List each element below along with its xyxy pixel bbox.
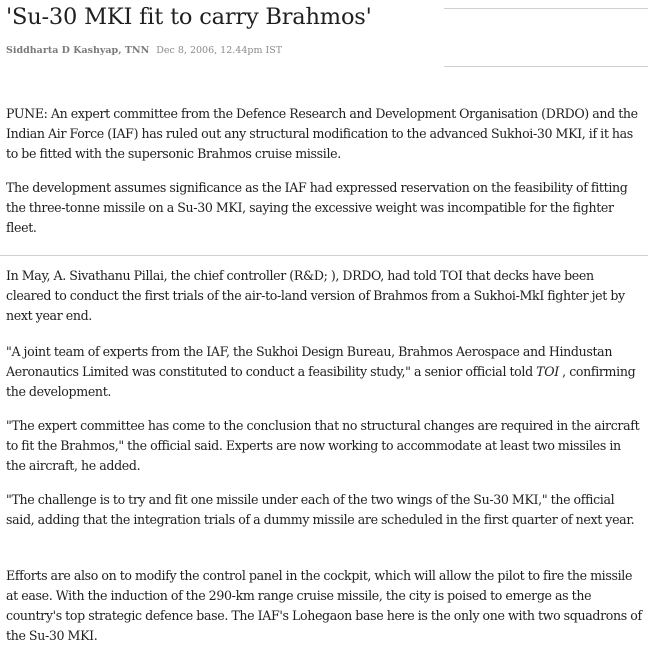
article-paragraph-2: The development assumes significance as the IAF had expressed reservation on the feasibility of fitting the three-tonne missile on a Su-30 MKI, saying the excessive weight was incompatible for the fighter fleet. xyxy=(6,180,628,235)
article-paragraph-6: "The challenge is to try and fit one missile under each of the two wings of the Su-30 MKI," the official said, adding that the integration trials of a dummy missile are scheduled in the first quarter of next year. xyxy=(6,492,635,527)
article-title: 'Su-30 MKI fit to carry Brahmos' xyxy=(6,4,372,30)
article-paragraph-5: "The expert committee has come to the conclusion that no structural changes are required in the aircraft to fit the Brahmos," the official said. Experts are now working to accommodate at least two missiles in the aircraft, he added. xyxy=(6,418,640,473)
section-divider xyxy=(0,255,648,256)
quote-text-after: , confirming the development. xyxy=(6,364,636,399)
byline xyxy=(6,45,282,56)
byline-divider xyxy=(444,66,648,67)
quote-text-before: "A joint team of experts from the IAF, the Sukhoi Design Bureau, Brahmos Aerospace and Hindustan Aeronautics Limited was constituted to conduct a feasibility study," a senior official told xyxy=(6,344,613,379)
quote-source-italic: TOI xyxy=(536,364,559,379)
article-paragraph-3: In May, A. Sivathanu Pillai, the chief controller (R&D; ), DRDO, had told TOI that decks have been cleared to conduct the first trials of the air-to-land version of Brahmos from a Sukhoi-MkI fighter jet by next year end. xyxy=(6,268,625,323)
article-paragraph-4 xyxy=(6,342,642,402)
byline-author: Siddharta D Kashyap, TNN xyxy=(6,45,150,56)
article-paragraph-7: Efforts are also on to modify the control panel in the cockpit, which will allow the pilot to fire the missile at ease. With the induction of the 290-km range cruise missile, the city is poised to emerge as the country's top strategic defence base. The IAF's Lohegaon base here is the only one with two squadrons of the Su-30 MKI. xyxy=(6,568,642,643)
title-divider xyxy=(444,8,648,9)
article-paragraph-1: PUNE: An expert committee from the Defence Research and Development Organisation (DRDO) and the Indian Air Force (IAF) has ruled out any structural modification to the advanced Sukhoi-30 MKI, if it has to be fitted with the supersonic Brahmos cruise missile. xyxy=(6,106,638,161)
byline-date: Dec 8, 2006, 12.44pm IST xyxy=(156,45,283,56)
